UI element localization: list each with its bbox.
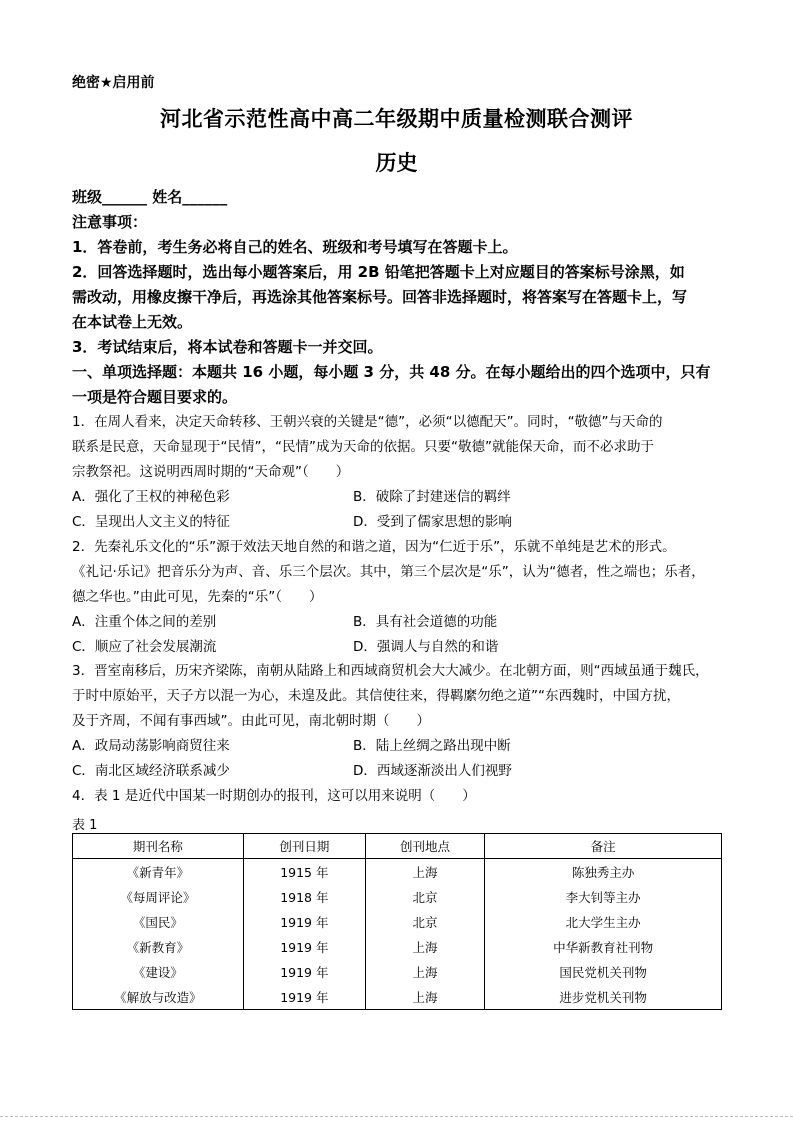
table-cell: 北京 [365,884,484,909]
table-row [73,984,722,1010]
table-caption: 表 1 [72,818,98,833]
options-row [72,734,722,759]
table-row [73,909,722,934]
section-heading-line: 一、单项选择题：本题共 16 小题，每小题 3 分，共 48 分。在每小题给出的四个选项中，只有 [72,363,711,381]
question-text: 及于齐周，不闻有事西域”。由此可见，南北朝时期（ ） [72,713,430,729]
option-b: B．破除了封建迷信的羁绊 [353,489,511,505]
table-cell: 1918 年 [243,884,365,909]
table-cell: 《新青年》 [73,859,244,885]
option-c: C．南北区域经济联系减少 [72,763,230,779]
table-cell: 1919 年 [243,909,365,934]
options-row [72,635,722,660]
question-text: 3．晋室南移后，历宋齐梁陈，南朝从陆路上和西域商贸机会大大减少。在北朝方面，则“西域虽通于魏氏， [72,663,709,679]
question-2 [72,535,722,660]
table-cell: 北京 [365,909,484,934]
class-name-line: 班级______ 姓名______ [72,188,228,206]
table-cell: 李大钊等主办 [485,884,722,909]
option-c: C．呈现出人文主义的特征 [72,514,230,530]
option-d: D．强调人与自然的和谐 [353,639,499,655]
option-d: D．受到了儒家思想的影响 [353,514,512,530]
table-cell: 上海 [365,959,484,984]
table-cell: 《国民》 [73,909,244,934]
options-row [72,510,722,535]
options-row [72,759,722,784]
note-item: 需改动，用橡皮擦干净后，再选涂其他答案标号。回答非选择题时，将答案写在答题卡上，写 [72,288,688,306]
table-cell: 《解放与改造》 [73,984,244,1010]
notes-section [72,210,722,360]
table-cell: 国民党机关刊物 [485,959,722,984]
table-cell: 1915 年 [243,859,365,885]
table-header-row [73,834,722,859]
question-text: 宗教祭祀。这说明西周时期的“天命观”（ ） [72,464,350,480]
section-heading [72,360,722,410]
question-1 [72,410,722,535]
table-cell: 《建设》 [73,959,244,984]
table-header-cell: 创刊地点 [365,834,484,859]
table-cell: 上海 [365,859,484,885]
periodicals-table [72,833,722,1010]
question-3 [72,659,722,784]
note-item: 1．答卷前，考生务必将自己的姓名、班级和考号填写在答题卡上。 [72,238,518,256]
table-cell: 中华新教育社刊物 [485,934,722,959]
table-cell: 1919 年 [243,984,365,1010]
options-row [72,610,722,635]
notes-heading: 注意事项： [72,213,148,231]
question-text: 于时中原始平，天子方以混一为心，未遑及此。其信使往来，得羁縻勿绝之道”“东西魏时，中国方扰， [72,688,680,704]
note-item: 3．考试结束后，将本试卷和答题卡一并交回。 [72,338,383,356]
table-cell: 1919 年 [243,959,365,984]
table-row [73,859,722,885]
table-header-cell: 期刊名称 [73,834,244,859]
table-cell: 进步党机关刊物 [485,984,722,1010]
exam-title: 河北省示范性高中高二年级期中质量检测联合测评 [160,107,633,131]
table-cell: 陈独秀主办 [485,859,722,885]
class-name-fields [72,185,722,210]
option-c: C．顺应了社会发展潮流 [72,639,217,655]
subject-title: 历史 [375,151,418,175]
section-heading-line: 一项是符合题目要求的。 [72,388,238,406]
option-a: A．政局动荡影响商贸往来 [72,738,230,754]
question-text: 4．表 1 是近代中国某一时期创办的报刊，这可以用来说明（ ） [72,788,476,804]
table-cell: 《新教育》 [73,934,244,959]
table-row [73,959,722,984]
option-a: A．注重个体之间的差别 [72,614,217,630]
table-cell: 北大学生主办 [485,909,722,934]
note-item: 在本试卷上无效。 [72,313,193,331]
question-4 [72,784,722,809]
note-item: 2．回答选择题时，选出每小题答案后，用 2B 铅笔把答题卡上对应题目的答案标号涂黑，如 [72,263,685,281]
question-text: 德之华也。”由此可见，先秦的“乐”（ ） [72,589,323,605]
table-row [73,934,722,959]
question-text: 联系是民意，天命显现于“民情”，“民情”成为天命的依据。只要“敬德”就能保天命，而不必求助于 [72,439,654,455]
table-cell: 上海 [365,984,484,1010]
confidential-label: 绝密★启用前 [72,75,155,91]
question-text: 1．在周人看来，决定天命转移、王朝兴衰的关键是“德”，必须“以德配天”。同时，“敬德”与天命的 [72,414,663,430]
table-cell: 《每周评论》 [73,884,244,909]
question-text: 2．先秦礼乐文化的“乐”源于效法天地自然的和谐之道，因为“仁近于乐”，乐就不单纯是艺术的形式。 [72,539,676,555]
option-a: A．强化了王权的神秘色彩 [72,489,230,505]
option-b: B．陆上丝绸之路出现中断 [353,738,511,754]
table-cell: 1919 年 [243,934,365,959]
option-b: B．具有社会道德的功能 [353,614,498,630]
table-cell: 上海 [365,934,484,959]
table-header-cell: 备注 [485,834,722,859]
question-text: 《礼记·乐记》把音乐分为声、音、乐三个层次。其中，第三个层次是“乐”，认为“德者，性之端也；乐者， [72,564,705,580]
page-footer-divider [0,1116,793,1117]
table-row [73,884,722,909]
options-row [72,485,722,510]
option-d: D．西域逐渐淡出人们视野 [353,763,512,779]
table-header-cell: 创刊日期 [243,834,365,859]
